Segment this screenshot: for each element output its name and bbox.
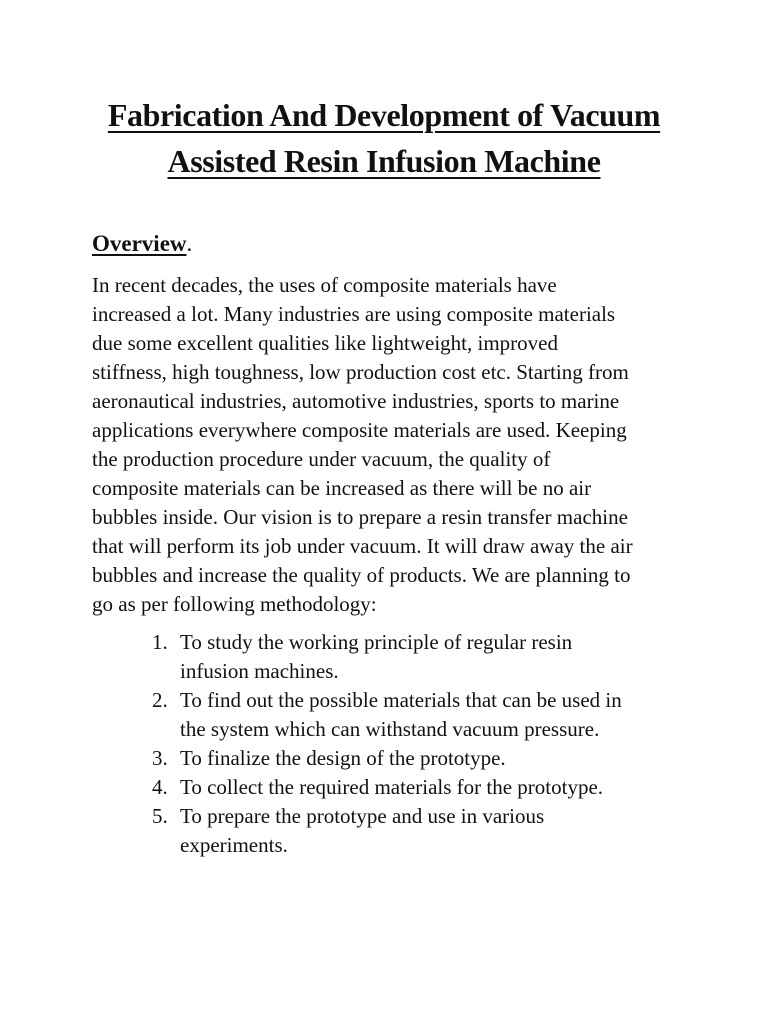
document-title bbox=[40, 92, 728, 184]
paragraph-line: go as per following methodology: bbox=[92, 592, 377, 616]
list-item-number: 3. bbox=[152, 746, 168, 770]
list-item-text bbox=[180, 802, 712, 860]
paragraph-line: stiffness, high toughness, low production cost etc. Starting from bbox=[92, 360, 629, 384]
section-heading-text: Overview bbox=[92, 231, 187, 256]
list-item-line: infusion machines. bbox=[180, 659, 339, 683]
paragraph-line: bubbles and increase the quality of products. We are planning to bbox=[92, 563, 631, 587]
section-heading bbox=[92, 228, 192, 260]
title-line: Assisted Resin Infusion Machine bbox=[167, 143, 601, 179]
title-line: Fabrication And Development of Vacuum bbox=[107, 97, 661, 133]
paragraph-line: composite materials can be increased as there will be no air bbox=[92, 476, 592, 500]
list-item-text bbox=[180, 744, 712, 773]
list-item-line: To study the working principle of regular resin bbox=[180, 630, 573, 654]
list-item bbox=[152, 686, 712, 744]
list-item bbox=[152, 773, 712, 802]
list-item-number: 4. bbox=[152, 775, 168, 799]
list-item-line: To find out the possible materials that can be used in bbox=[180, 688, 622, 712]
overview-paragraph bbox=[92, 271, 732, 619]
list-item-line: To collect the required materials for the prototype. bbox=[180, 775, 604, 799]
list-item-line: To finalize the design of the prototype. bbox=[180, 746, 506, 770]
methodology-list bbox=[152, 628, 712, 860]
list-item bbox=[152, 802, 712, 860]
list-item bbox=[152, 744, 712, 773]
section-heading-suffix: . bbox=[186, 231, 193, 256]
list-item-line: To prepare the prototype and use in various bbox=[180, 804, 545, 828]
paragraph-line: increased a lot. Many industries are using composite materials bbox=[92, 302, 616, 326]
list-item bbox=[152, 628, 712, 686]
list-item-text bbox=[180, 686, 712, 744]
list-item-number: 2. bbox=[152, 688, 168, 712]
paragraph-line: applications everywhere composite materials are used. Keeping bbox=[92, 418, 627, 442]
list-item-text bbox=[180, 628, 712, 686]
list-item-text bbox=[180, 773, 712, 802]
list-item-number: 5. bbox=[152, 804, 168, 828]
paragraph-line: that will perform its job under vacuum. It will draw away the air bbox=[92, 534, 633, 558]
paragraph-line: due some excellent qualities like lightweight, improved bbox=[92, 331, 558, 355]
list-item-number: 1. bbox=[152, 630, 168, 654]
list-item-line: the system which can withstand vacuum pressure. bbox=[180, 717, 600, 741]
list-item-line: experiments. bbox=[180, 833, 288, 857]
paragraph-line: bubbles inside. Our vision is to prepare a resin transfer machine bbox=[92, 505, 628, 529]
paragraph-line: In recent decades, the uses of composite materials have bbox=[92, 273, 557, 297]
paragraph-line: the production procedure under vacuum, the quality of bbox=[92, 447, 551, 471]
paragraph-line: aeronautical industries, automotive industries, sports to marine bbox=[92, 389, 620, 413]
